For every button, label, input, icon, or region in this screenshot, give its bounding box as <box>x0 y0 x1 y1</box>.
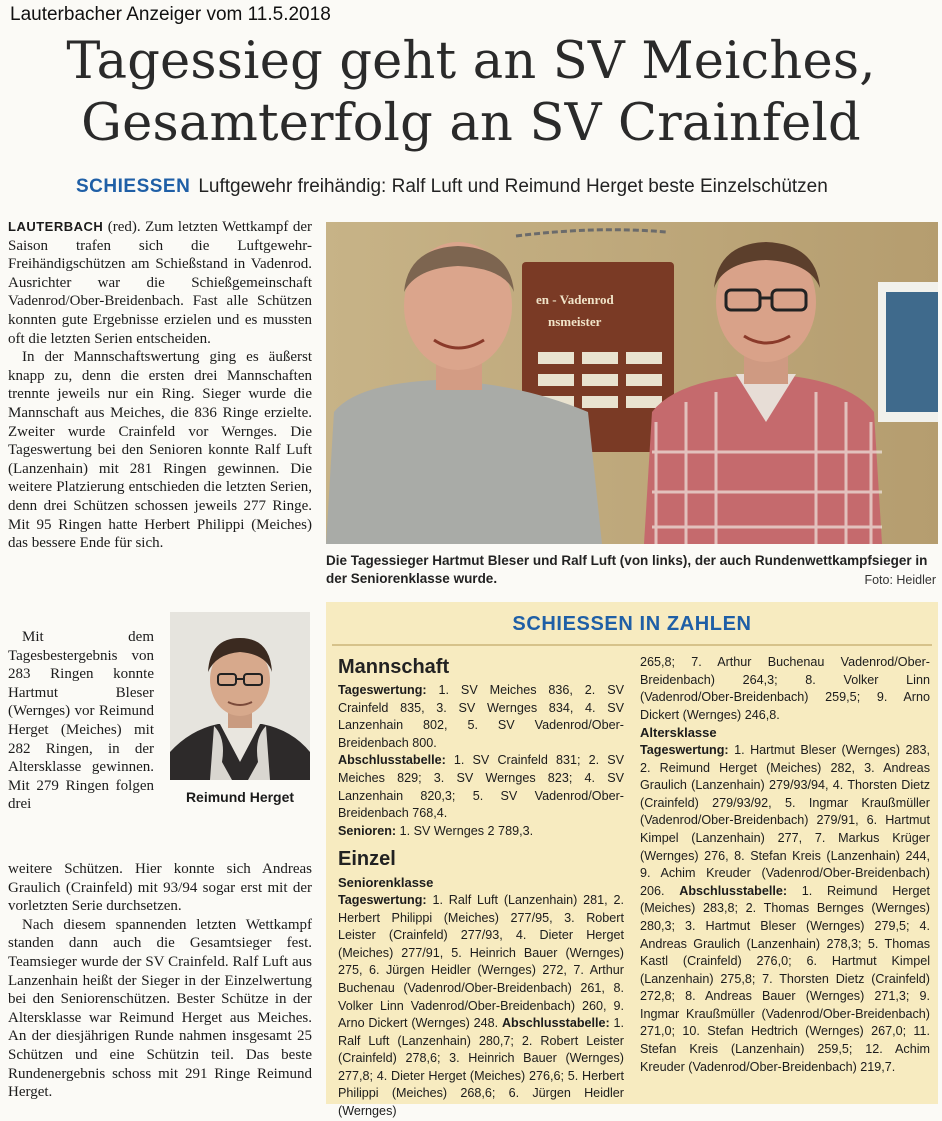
article-text-1: (red). Zum letzten Wettkampf der Saison trafen sich die Luftgewehr-Freihändigschützen am Schießstand in Vadenrod. Ausrichter war die Schießgemeinschaft Vadenrod/Ober-Breidenbach. Fast alle Schützen konnten gute Ergebnisse erzielen und es mussten oft die letzten Serien entscheiden. <box>8 219 313 347</box>
plaque-text-1: en - Vadenrod <box>536 292 614 307</box>
einzel-heading: Einzel <box>338 848 396 871</box>
senior-daily-text: 1. Ralf Luft (Lanzenhain) 281, 2. Herbert Philippi (Meiches) 277/95, 3. Robert Leister (Crainfeld) 277/93, 4. Dieter Herget (Meiches) 277/91, 5. Heinrich Bauer (Wernges) 275, 6. Jürgen Heidler (Wernges) 272, 7. Arthur Buchenau (Vadenrod/Ober-Breidenbach) 261, 8. Volker Linn Vadenrod/Ober-Breidenbach) 260, 9. Arno Dickert (Wernges) 248. <box>338 892 624 1031</box>
age-daily-text: 1. Hartmut Bleser (Wernges) 283, 2. Reimund Herget (Meiches) 282, 3. Andreas Graulich (Lanzenhain) 279/93/94, 4. Thorsten Dietz (Crainfeld) 279/93/92, 5. Ingmar Kraußmüller (Vadenrod/Ober-Breidenbach) 279/91, 6. Hartmut Kimpel (Lanzenhain) 277, 7. Markus Krüger (Wernges) 276, 8. Stefan Kreis (Lanzenhain) 244, 9. Achim Kreuder (Vadenrod/Ober-Breidenbach) 206. <box>640 742 931 898</box>
portrait-illustration <box>170 612 310 780</box>
article-paragraph-3b: weitere Schützen. Hier konnte sich Andreas Graulich (Crainfeld) mit 93/94 sogar erst mit der vorletzten Serie durchsetzen. <box>8 861 312 915</box>
photo-illustration <box>326 222 938 544</box>
section-kicker: SCHIESSEN <box>76 176 191 197</box>
results-box <box>326 602 938 1119</box>
plaque-text-2: nsmeister <box>548 314 602 329</box>
team-senior-label: Senioren: <box>338 823 397 838</box>
senior-daily-label: Tageswertung: <box>338 892 427 907</box>
headline-line-2: Gesamterfolg an SV Crainfeld <box>81 94 861 153</box>
altersklasse-heading: Altersklasse <box>640 725 717 741</box>
article-paragraph-3a: Mit dem Tagesbestergebnis von 283 Ringen konnte Hartmut Bleser (Wernges) vor Reimund Herget (Meiches) mit 282 Ringen, in der Altersklasse gewinnen. Mit 279 Ringen folgen drei <box>8 629 154 813</box>
article-column-top <box>8 218 312 553</box>
photo-caption: Die Tagessieger Hartmut Bleser und Ralf Luft (von links), der auch Rundenwettkampfsieger in der Seniorenklasse wurde. <box>326 553 928 586</box>
article-paragraph-4: Nach diesem spannenden letzten Wettkampf standen dann auch die Gesamtsieger fest. Teamsieger wurde der SV Crainfeld. Ralf Luft aus Lanzenhain heißt der Sieger in der Einzelwertung bei den Seniorenschützen. Bester Schütze in der Altersklasse war Reimund Herget aus Meiches. An der diesjährigen Runde nahmen insgesamt 25 Schützen und eine Schützin teil. Das beste Rundenergebnis schoss mit 291 Ringe Reimund Herget. <box>8 916 312 1101</box>
team-final-text: 1. SV Crainfeld 831; 2. SV Meiches 829; 3. SV Wernges 823; 4. SV Lanzenhain 820,3; 5. SV Vadenrod/Ober-Breidenbach 768,4. <box>338 753 625 821</box>
article-paragraph-2: In der Mannschaftswertung ging es äußerst knapp zu, denn die ersten drei Mannschaften trennte jeweils nur ein Ring. Sieger wurde die Mannschaft aus Meiches, die 836 Ringe erzielte. Zweiter wurde Crainfeld vor Wernges. Die Tageswertung bei den Senioren konnte Ralf Luft (Lanzenhain) mit 281 Ringen gewinnen. Die weitere Platzierung entschieden die letzten Serien, denn drei Schützen schossen jeweils 277 Ringe. Mit 95 Ringen hatte Herbert Philippi (Meiches) das bessere Ende für sich. <box>8 349 312 552</box>
age-daily-label: Tageswertung: <box>640 742 729 757</box>
results-column-right <box>640 654 930 1076</box>
results-box-title: SCHIESSEN IN ZAHLEN <box>512 613 752 635</box>
portrait-photo <box>170 612 310 780</box>
article-column-narrow <box>8 628 154 814</box>
team-final-table <box>338 752 624 822</box>
team-daily-text: 1. SV Meiches 836, 2. SV Crainfeld 835, 3. SV Wernges 834, 4. SV Lanzenhain 802, 5. SV Vadenrod/Ober-Breidenbach 800. <box>338 683 624 750</box>
team-final-label: Abschlusstabelle: <box>338 753 446 768</box>
results-column-left <box>338 652 624 1121</box>
senior-final-label: Abschlusstabelle: <box>501 1016 610 1031</box>
senior-final-text-a: 1. Ralf Luft (Lanzenhain) 280,7; 2. Robert Leister (Crainfeld) 278,6; 3. Heinrich Bauer (Wernges) 277,8; 4. Dieter Herget (Meiches) 276,6; 5. Herbert Philippi (Meiches) 268,6; 6. Jürgen Heidler (Wernges) <box>338 1016 625 1119</box>
article-paragraph-1 <box>8 218 312 348</box>
age-class-daily-results <box>640 742 930 1076</box>
senior-daily-results <box>338 892 624 1121</box>
article-column-bottom <box>8 860 312 1102</box>
age-final-label: Abschlusstabelle: <box>679 883 788 898</box>
results-box-divider <box>332 644 932 646</box>
seniorenklasse-heading: Seniorenklasse <box>338 875 434 891</box>
team-daily-results <box>338 682 624 752</box>
dateline: LAUTERBACH <box>8 219 104 234</box>
main-photo <box>326 222 938 544</box>
subheadline: Luftgewehr freihändig: Ralf Luft und Reimund Herget beste Einzelschützen <box>198 176 828 197</box>
mannschaft-heading: Mannschaft <box>338 656 450 678</box>
team-senior-text: 1. SV Wernges 2 789,3. <box>399 823 534 838</box>
senior-final-continued: 265,8; 7. Arthur Buchenau Vadenrod/Ober-Breidenbach) 264,3; 8. Volker Linn (Vadenrod/Ober-Breidenbach) 259,5; 9. Arno Dickert (Wernges) 246,8. <box>640 655 930 722</box>
portrait-caption: Reimund Herget <box>185 789 295 805</box>
age-final-text: 1. Reimund Herget (Meiches) 283,8; 2. Thomas Bernges (Wernges) 280,3; 3. Hartmut Bleser (Wernges) 279,5; 4. Andreas Graulich (Lanzenhain) 278,3; 5. Thomas Kastl (Crainfeld) 276,0; 6. Hartmut Kimpel (Lanzenhain) 275,8; 7. Thorsten Dietz (Crainfeld) 272,8; 8. Andreas Bauer (Wernges) 271,3; 9. Ingmar Kraußmüller (Vadenrod/Ober-Breidenbach) 271,0; 10. Stefan Hedtrich (Wernges) 267,0; 11. Stefan Kreis (Lanzenhain) 259,5; 12. Achim Kreuder (Vadenrod/Ober-Breidenbach) 219,7. <box>640 883 930 1074</box>
photo-credit: Foto: Heidler <box>864 573 936 587</box>
headline-line-1: Tagessieg geht an SV Meiches, <box>66 32 876 91</box>
publication-source: Lauterbacher Anzeiger vom 11.5.2018 <box>10 4 331 25</box>
subheadline-row <box>76 176 828 198</box>
team-daily-label: Tageswertung: <box>338 683 427 697</box>
team-senior-results <box>338 823 624 841</box>
